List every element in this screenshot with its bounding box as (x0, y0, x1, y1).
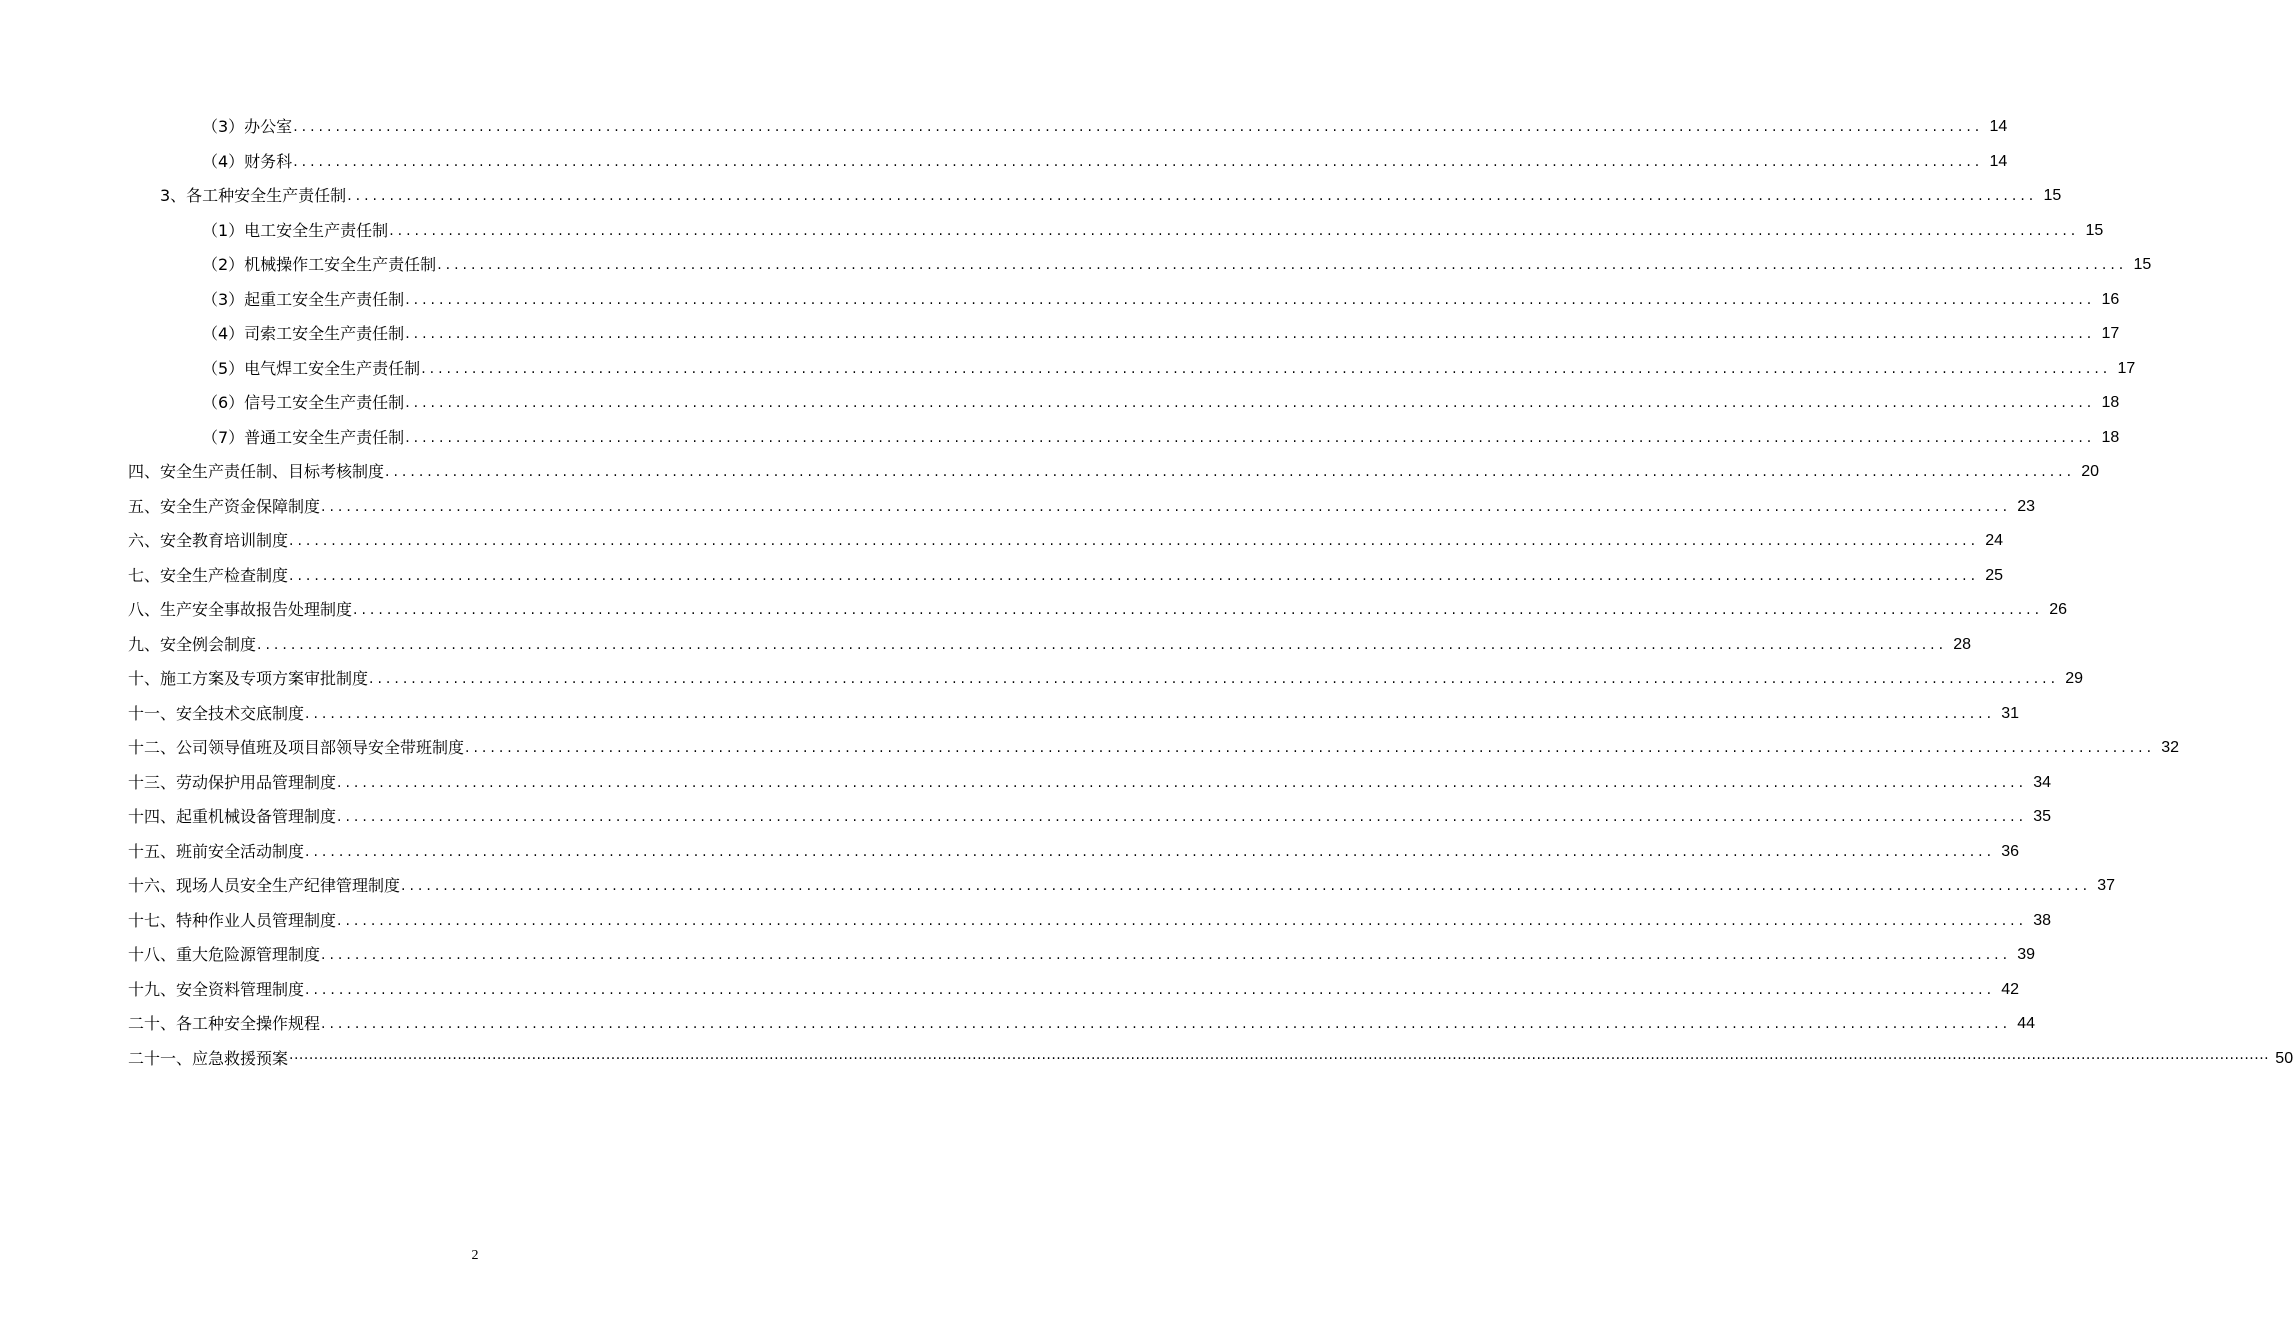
toc-entry-page: 24 (1985, 532, 2004, 549)
toc-entry[interactable] (0, 145, 2008, 180)
toc-entry-page: 42 (2001, 980, 2020, 998)
toc-leader-dots: ........................................................................................................................................................................................................ (401, 878, 2092, 894)
toc-entry-title: 八、生产安全事故报告处理制度 (128, 600, 353, 619)
toc-entry-page: 44 (2017, 1015, 2036, 1032)
toc-entry-page: 50 (2275, 1049, 2293, 1067)
toc-entry-page: 26 (2049, 601, 2068, 618)
toc-entry[interactable] (0, 766, 2052, 801)
toc-entry[interactable] (0, 835, 2020, 870)
toc-entry[interactable] (0, 110, 2008, 145)
toc-entry-title: 五、安全生产资金保障制度 (128, 496, 321, 516)
toc-entry-page: 29 (2065, 670, 2084, 687)
toc-entry-title: 十二、公司领导值班及项目部领导安全带班制度 (128, 738, 465, 757)
toc-entry-title: （7）普通工安全生产责任制 (202, 427, 405, 447)
toc-entry-page: 34 (2033, 773, 2052, 791)
toc-entry-title: 七、安全生产检查制度 (128, 565, 289, 585)
toc-entry[interactable] (0, 731, 2180, 766)
toc-entry-title: （1）电工安全生产责任制 (202, 220, 389, 240)
toc-entry-page: 14 (1989, 118, 2008, 135)
toc-leader-dots: ........................................................................................................................................................................................................ (405, 395, 2096, 411)
toc-entry-title: 九、安全例会制度 (128, 634, 257, 654)
toc-entry[interactable] (0, 352, 2136, 387)
toc-entry-page: 39 (2017, 946, 2036, 963)
toc-entry[interactable] (0, 455, 2100, 490)
toc-entry-title: 十四、起重机械设备管理制度 (128, 807, 337, 826)
toc-entry[interactable] (0, 1042, 2293, 1077)
toc-entry[interactable] (0, 559, 2004, 594)
toc-entry-page: 20 (2081, 463, 2100, 480)
toc-entry-title: （5）电气焊工安全生产责任制 (202, 358, 421, 378)
toc-entry-title: （4）财务科 (202, 151, 293, 171)
toc-leader-dots: ........................................................................................................................................................................................................ (321, 498, 2012, 515)
table-of-contents (0, 110, 2293, 1076)
toc-entry-page: 18 (2101, 428, 2120, 446)
toc-entry-title: 十九、安全资料管理制度 (128, 979, 305, 999)
toc-leader-dots: ........................................................................................................................................................................................................ (305, 843, 1996, 860)
toc-entry-title: 十六、现场人员安全生产纪律管理制度 (128, 876, 401, 895)
toc-entry-page: 15 (2133, 256, 2152, 273)
toc-entry[interactable] (0, 179, 2062, 214)
toc-entry-page: 18 (2101, 394, 2120, 411)
toc-entry-page: 17 (2101, 325, 2120, 342)
toc-entry-title: 二十一、应急救援预案 (128, 1048, 289, 1068)
toc-leader-dots: ················································································································································································································································································································································································································ (289, 1050, 2270, 1067)
toc-entry[interactable] (0, 800, 2052, 835)
toc-leader-dots: ........................................................................................................................................................................................................ (353, 602, 2044, 618)
toc-leader-dots: ........................................................................................................................................................................................................ (385, 464, 2076, 480)
toc-entry-page: 16 (2101, 290, 2120, 308)
toc-entry[interactable] (0, 869, 2116, 904)
toc-entry-title: 六、安全教育培训制度 (128, 531, 289, 550)
toc-leader-dots: ........................................................................................................................................................................................................ (305, 981, 1996, 998)
toc-entry[interactable] (0, 904, 2052, 939)
toc-leader-dots: ........................................................................................................................................................................................................ (465, 740, 2156, 756)
toc-entry-title: 3、各工种安全生产责任制 (160, 186, 347, 205)
toc-leader-dots: ........................................................................................................................................................................................................ (347, 188, 2038, 204)
toc-leader-dots: ........................................................................................................................................................................................................ (369, 671, 2060, 687)
toc-entry[interactable] (0, 386, 2120, 421)
toc-entry-title: 四、安全生产责任制、目标考核制度 (128, 462, 385, 481)
toc-leader-dots: ........................................................................................................................................................................................................ (437, 257, 2128, 273)
toc-entry-title: 二十、各工种安全操作规程 (128, 1014, 321, 1033)
toc-leader-dots: ........................................................................................................................................................................................................ (293, 153, 1984, 170)
toc-leader-dots: ........................................................................................................................................................................................................ (289, 567, 1980, 584)
toc-entry[interactable] (0, 214, 2104, 249)
toc-entry-page: 15 (2085, 221, 2104, 239)
toc-entry[interactable] (0, 524, 2004, 559)
page-number: 2 (471, 1248, 479, 1263)
toc-entry[interactable] (0, 248, 2152, 283)
toc-entry[interactable] (0, 421, 2120, 456)
toc-entry[interactable] (0, 697, 2020, 732)
toc-entry-page: 17 (2117, 359, 2136, 377)
toc-entry-title: （3）办公室 (202, 117, 293, 136)
toc-entry[interactable] (0, 938, 2036, 973)
toc-entry[interactable] (0, 490, 2036, 525)
toc-entry-page: 14 (1989, 152, 2008, 170)
toc-entry-page: 23 (2017, 497, 2036, 515)
toc-entry[interactable] (0, 628, 1972, 663)
toc-entry-title: 十三、劳动保护用品管理制度 (128, 772, 337, 792)
toc-entry-title: 十八、重大危险源管理制度 (128, 945, 321, 964)
toc-entry-title: （3）起重工安全生产责任制 (202, 289, 405, 309)
toc-leader-dots: ........................................................................................................................................................................................................ (337, 774, 2028, 791)
toc-entry-page: 37 (2097, 877, 2116, 894)
toc-leader-dots: ........................................................................................................................................................................................................ (289, 533, 1980, 549)
toc-entry[interactable] (0, 662, 2084, 697)
toc-entry-title: （6）信号工安全生产责任制 (202, 393, 405, 412)
toc-leader-dots: ........................................................................................................................................................................................................ (405, 326, 2096, 342)
toc-entry-page: 28 (1953, 635, 1972, 653)
toc-leader-dots: ........................................................................................................................................................................................................ (305, 705, 1996, 722)
toc-entry-title: 十一、安全技术交底制度 (128, 703, 305, 723)
toc-entry-page: 32 (2161, 739, 2180, 756)
toc-leader-dots: ........................................................................................................................................................................................................ (337, 809, 2028, 825)
toc-entry-title: 十、施工方案及专项方案审批制度 (128, 669, 369, 688)
toc-entry[interactable] (0, 283, 2120, 318)
toc-leader-dots: ........................................................................................................................................................................................................ (389, 222, 2080, 239)
toc-entry-page: 15 (2043, 187, 2062, 204)
toc-leader-dots: ........................................................................................................................................................................................................ (293, 119, 1984, 135)
toc-leader-dots: ........................................................................................................................................................................................................ (337, 912, 2028, 929)
toc-entry[interactable] (0, 1007, 2036, 1042)
toc-leader-dots: ........................................................................................................................................................................................................ (405, 429, 2096, 446)
toc-leader-dots: ........................................................................................................................................................................................................ (321, 947, 2012, 963)
toc-entry-page: 31 (2001, 704, 2020, 722)
toc-entry[interactable] (0, 973, 2020, 1008)
toc-entry-title: （2）机械操作工安全生产责任制 (202, 255, 437, 274)
toc-leader-dots: ........................................................................................................................................................................................................ (421, 360, 2112, 377)
toc-leader-dots: ........................................................................................................................................................................................................ (257, 636, 1948, 653)
toc-entry-page: 35 (2033, 808, 2052, 825)
toc-entry-page: 36 (2001, 842, 2020, 860)
toc-entry-title: （4）司索工安全生产责任制 (202, 324, 405, 343)
toc-leader-dots: ........................................................................................................................................................................................................ (405, 291, 2096, 308)
toc-entry-page: 38 (2033, 911, 2052, 929)
toc-leader-dots: ........................................................................................................................................................................................................ (321, 1016, 2012, 1032)
toc-entry[interactable] (0, 317, 2120, 352)
toc-entry-title: 十七、特种作业人员管理制度 (128, 910, 337, 930)
toc-entry-title: 十五、班前安全活动制度 (128, 841, 305, 861)
toc-entry-page: 25 (1985, 566, 2004, 584)
toc-entry[interactable] (0, 593, 2068, 628)
